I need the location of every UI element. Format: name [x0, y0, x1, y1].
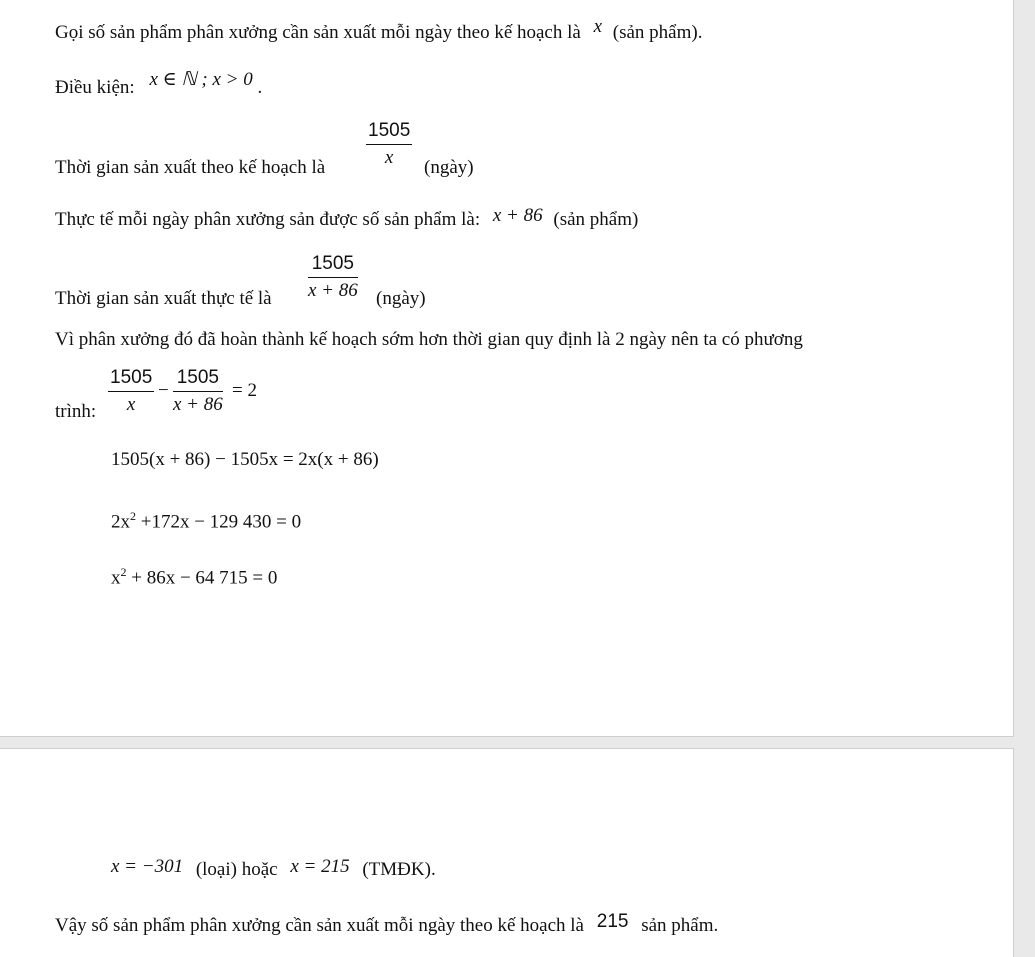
- equation-step-3: [111, 565, 277, 589]
- eq2-exponent: 2: [130, 509, 136, 523]
- fraction-bar: [108, 391, 154, 392]
- eq2-term-a: 2x: [111, 511, 130, 533]
- fraction-eq-2: [173, 367, 223, 416]
- fraction-denominator: x: [384, 147, 394, 168]
- equation-label: trình:: [55, 401, 97, 422]
- equation-step-1: 1505(x + 86) − 1505x = 2x(x + 86): [111, 449, 379, 470]
- para-actual-time: [55, 288, 272, 310]
- fraction-denominator: x + 86: [308, 280, 358, 301]
- planned-time-unit: (ngày): [424, 157, 474, 178]
- planned-time-text: Thời gian sản xuất theo kế hoạch là: [55, 157, 326, 178]
- para-reasoning: Vì phân xưởng đó đã hoàn thành kế hoạch sớm hơn thời gian quy định là 2 ngày nên ta có phương: [55, 329, 803, 350]
- actual-production-tail: (sản phẩm): [553, 209, 639, 230]
- solution-2: x = 215: [290, 856, 350, 877]
- fraction-eq-1: [108, 367, 154, 416]
- conclusion-text: Vậy số sản phẩm phân xưởng cần sản xuất mỗi ngày theo kế hoạch là: [55, 915, 584, 936]
- para-define-variable: [55, 16, 703, 44]
- fraction-numerator: 1505: [311, 253, 355, 274]
- minus-sign: −: [158, 380, 169, 401]
- condition-label: Điều kiện:: [55, 77, 135, 98]
- condition-expr: x ∈ ℕ ; x > 0: [149, 69, 253, 90]
- actual-production-expr: x + 86: [492, 205, 543, 226]
- fraction-bar: [366, 144, 412, 145]
- para1-tail: (sản phẩm).: [612, 22, 703, 43]
- eq3-exponent: 2: [120, 565, 127, 579]
- equation-rhs: = 2: [232, 380, 257, 401]
- eq2-term-b: +172x − 129 430 = 0: [140, 511, 302, 533]
- actual-time-unit: (ngày): [376, 288, 426, 309]
- conclusion-tail: sản phẩm.: [641, 915, 719, 936]
- fraction-actual-time: [308, 253, 358, 302]
- fraction-bar: [173, 391, 223, 392]
- fraction-bar: [308, 277, 358, 278]
- para-solutions: [111, 856, 436, 881]
- actual-time-text: Thời gian sản xuất thực tế là: [55, 288, 272, 309]
- fraction-numerator: 1505: [176, 367, 220, 388]
- para1-text: Gọi số sản phẩm phân xưởng cần sản xuất mỗi ngày theo kế hoạch là: [55, 22, 581, 43]
- document-page-2: [0, 748, 1014, 957]
- fraction-numerator: 1505: [368, 120, 411, 141]
- para-planned-time: [55, 157, 325, 179]
- solution-1-note: (loại) hoặc: [195, 859, 278, 880]
- variable-x: x: [593, 16, 603, 37]
- actual-production-text: Thực tế mỗi ngày phân xưởng sản được số sản phẩm là:: [55, 209, 481, 230]
- fraction-denominator: x + 86: [173, 394, 223, 415]
- para-actual-production: [55, 205, 639, 231]
- eq3-term-b: + 86x − 64 715 = 0: [131, 567, 278, 589]
- eq3-term-a: x: [111, 567, 121, 589]
- fraction-planned-time: [366, 120, 412, 169]
- condition-dot: .: [257, 77, 263, 98]
- fraction-denominator: x: [126, 394, 136, 415]
- solution-2-note: (TMĐK).: [362, 859, 436, 880]
- fraction-numerator: 1505: [110, 367, 153, 388]
- equation-step-2: [111, 509, 301, 533]
- para-condition: [55, 69, 263, 99]
- solution-1: x = −301: [111, 856, 184, 877]
- conclusion-value: 215: [596, 911, 629, 932]
- para-conclusion: [55, 911, 719, 937]
